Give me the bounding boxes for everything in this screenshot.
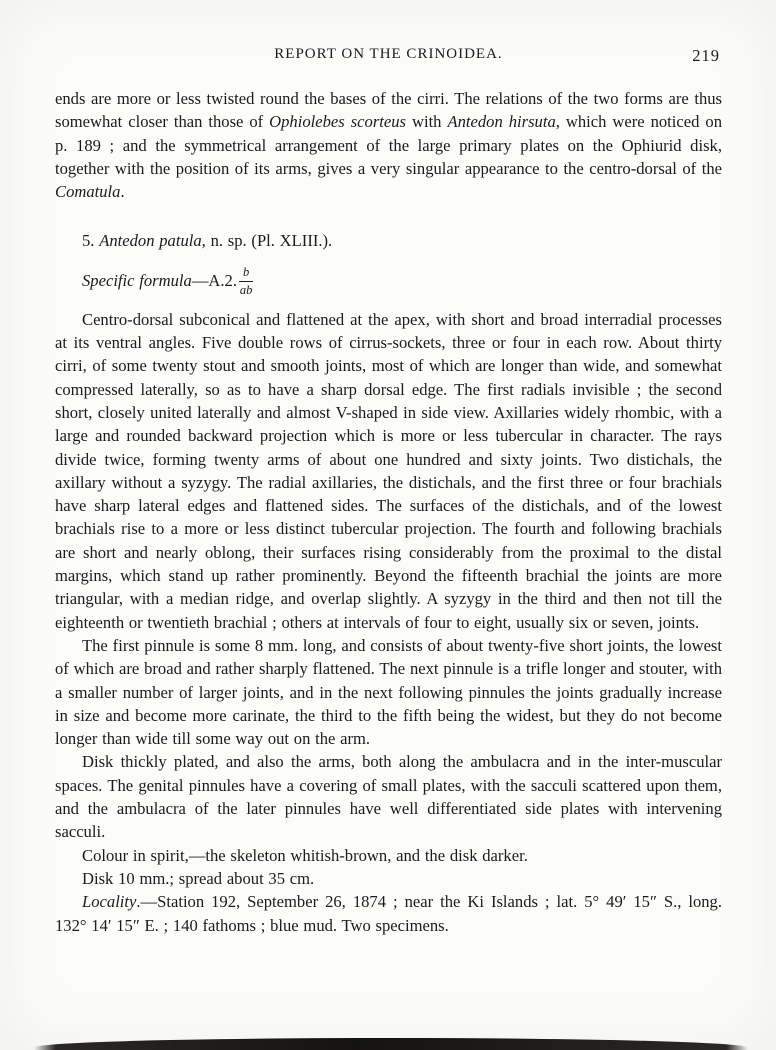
locality-paragraph xyxy=(55,890,722,937)
text-run: with xyxy=(406,112,448,132)
paragraph-continuation xyxy=(55,87,722,203)
size-line: Disk 10 mm.; spread about 35 cm. xyxy=(82,868,315,888)
colour-line: Colour in spirit,—the skeleton whitish-brown, and the disk darker. xyxy=(82,845,528,865)
text-run: ends are more or less twisted round the bases of the cirri. The relations of the two forms are thus somewhat closer than those of xyxy=(55,89,722,132)
text-run: . xyxy=(120,182,125,202)
pinnule-paragraph: The first pinnule is some 8 mm. long, and consists of about twenty-five short joints, the lowest of which are broad and rather sharply flattened. The next pinnule is a trifle longer and stouter, with a smaller number of larger joints, and in the next following pinnules the joints gradually increase in size and become more carinate, the third to the fifth being the widest, but they do not become longer than wide till some way out on the arm. xyxy=(55,635,722,749)
disk-plating-paragraph: Disk thickly plated, and also the arms, both along the ambulacra and in the inter-muscular spaces. The genital pinnules have a covering of small plates, with the sacculi scattered upon them, and the ambulacra of the later pinnules have well differentiated side plates with intervening sacculi. xyxy=(55,752,722,842)
species-heading-suffix: , n. sp. (Pl. XLIII.). xyxy=(201,231,333,251)
species-name-antedon-hirsuta: Antedon hirsuta xyxy=(447,112,556,132)
formula-label: Specific formula xyxy=(82,271,192,291)
running-title: REPORT ON THE CRINOIDEA. xyxy=(274,46,503,62)
species-heading xyxy=(55,229,722,252)
formula-body: —A.2. xyxy=(191,271,237,291)
page-number: 219 xyxy=(692,46,720,65)
text-run: , which were noticed on p. 189 ; and the symmetrical arrangement of the large primary plates on the Ophiurid disk, together with the position of its arms, gives a very singular appearance to the centro-dorsal of the xyxy=(55,112,722,178)
locality-label: Locality xyxy=(82,892,137,912)
description-paragraph: Centro-dorsal subconical and flattened at the apex, with short and broad interradial processes at its ventral angles. Five double rows of cirrus-sockets, three or four in each row. About thirty cirri, of some twenty stout and smooth joints, most of which are longer than wide, and somewhat compressed laterally, so as to have a sharp dorsal edge. The first radials invisible ; the second short, closely united laterally and almost V-shaped in side view. Axillaries widely rhombic, with a large and rounded backward projection which is more or less tubercular in character. The rays divide twice, forming twenty arms of about one hundred and sixty joints. Two distichals, the axillary without a syzygy. The radial axillaries, the distichals, and the first three or four brachials have sharp lateral edges and flattened sides. The surfaces of the distichals, and of the lowest brachials rise to a more or less distinct tubercular projection. The fourth and following brachials are short and nearly oblong, their surfaces rising considerably from the proximal to the distal margins, which stand up rather prominently. Beyond the fifteenth brachial the joints are more triangular, with a median ridge, and overlap slightly. A syzygy in the third and then not till the eighteenth or twentieth brachial ; others at intervals of four to eight, usually six or seven, joints. xyxy=(55,309,722,632)
running-header xyxy=(55,46,722,68)
species-name-comatula: Comatula xyxy=(55,182,121,202)
formula-fraction xyxy=(239,265,253,298)
fraction-denominator: ab xyxy=(239,283,253,298)
species-number: 5. xyxy=(82,231,100,251)
species-name-ophiolebes-scorteus: Ophiolebes scorteus xyxy=(269,112,407,132)
fraction-numerator: b xyxy=(239,265,253,282)
species-name-antedon-patula: Antedon patula xyxy=(99,231,202,251)
scan-edge-artifact xyxy=(34,1038,748,1050)
specific-formula-line xyxy=(55,262,722,300)
locality-text: .—Station 192, September 26, 1874 ; near the Ki Islands ; lat. 5° 49′ 15″ S., long. 132° 14′ 15″ E. ; 140 fathoms ; blue mud. Two specimens. xyxy=(55,892,722,935)
